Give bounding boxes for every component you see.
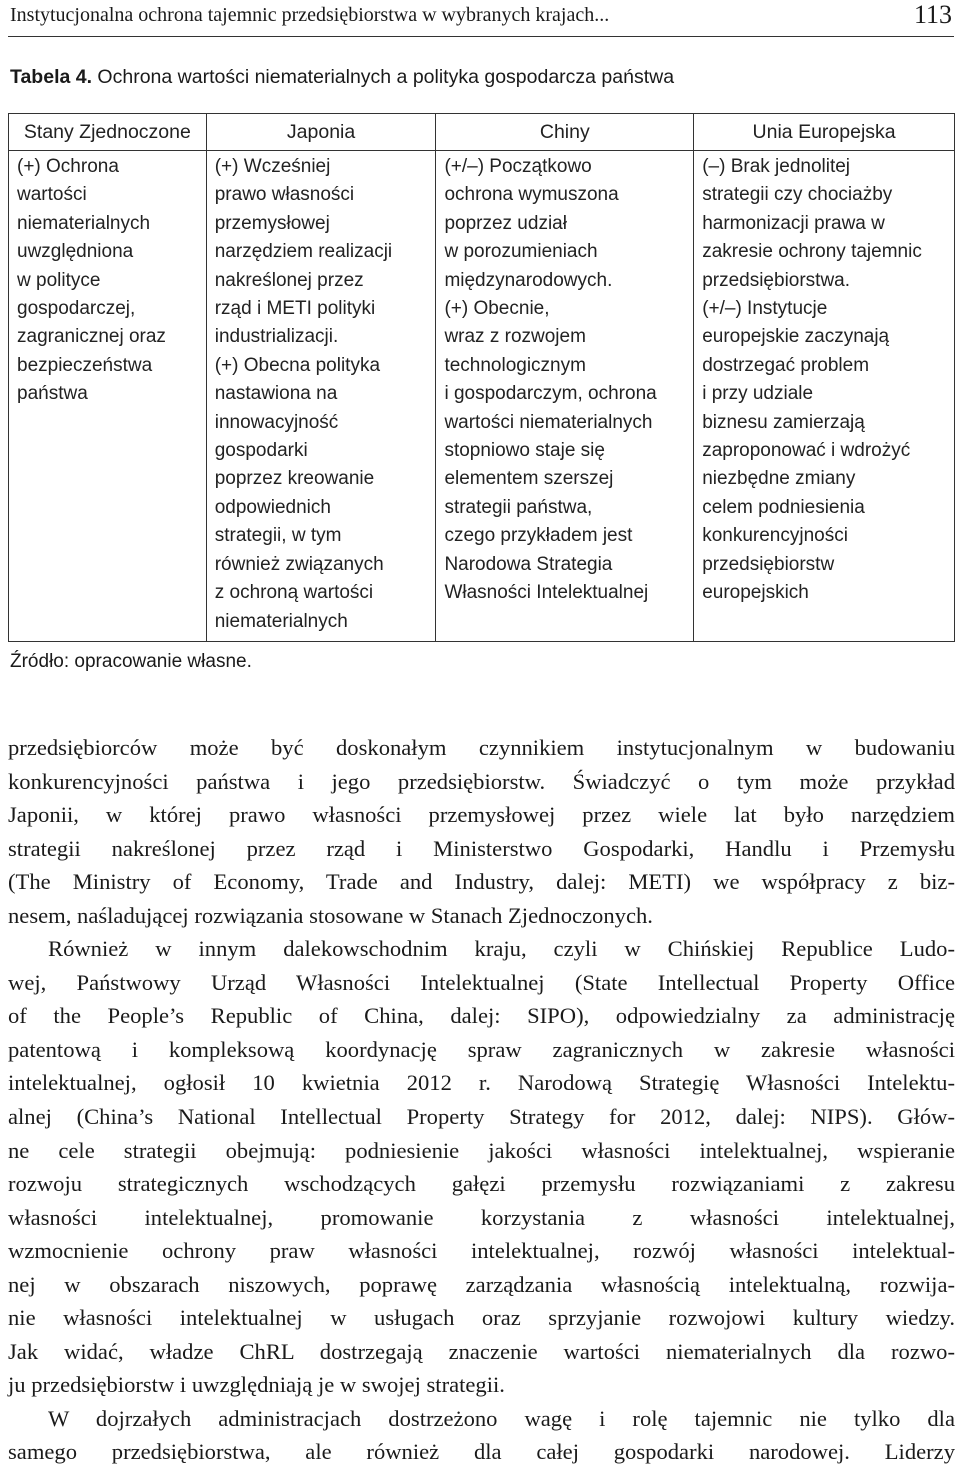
cell-text-line: uwzględniona [17, 241, 134, 263]
body-line: samego przedsiębiorstwa, ale również dla całej gospodarki narodowej. Liderzy [8, 1439, 955, 1465]
table-caption-label: Tabela 4. [10, 66, 93, 88]
cell-text-line: (–) Brak jednolitej [702, 156, 851, 177]
cell-text-line: zagranicznej oraz [17, 326, 166, 348]
cell-text-line: rząd i METI polityki [214, 298, 376, 320]
body-line: wej, Państwowy Urząd Własności Intelektualnej (State Intellectual Property Office [8, 969, 955, 995]
column-header-usa: Stany Zjednoczone [9, 114, 207, 151]
body-line: wzmocnienie ochrony praw własności intelektualnej, rozwój własności intelektual- [8, 1238, 955, 1264]
body-line: ju przedsiębiorstw i uwzględniają je w swojej strategii. [8, 1372, 505, 1398]
cell-text-line: międzynarodowych. [444, 269, 613, 291]
cell-text-line: narzędziem realizacji [214, 241, 393, 263]
cell-text-line: harmonizacji prawa w [702, 212, 885, 234]
cell-text-line: (+) Obecnie, [444, 298, 550, 320]
cell-text-line: biznesu zamierzają [702, 411, 865, 433]
body-line: ne cele strategii obejmują: podniesienie jakości własności intelektualnej, wspieranie [8, 1137, 955, 1163]
cell-text-line: nastawiona na [214, 383, 338, 405]
cell-japan [206, 151, 436, 642]
cell-text-line: zakresie ochrony tajemnic [702, 241, 922, 263]
cell-text-line: przemysłowej [214, 212, 330, 234]
cell-text-line: przedsiębiorstw [702, 553, 835, 575]
cell-text-line: strategii, w tym [214, 525, 342, 547]
body-line: W dojrzałych administracjach dostrzeżono wagę i rolę tajemnic nie tylko dla [48, 1405, 955, 1431]
body-line: strategii nakreślonej przez rząd i Ministerstwo Gospodarki, Handlu i Przemysłu [8, 835, 955, 861]
body-line: of the People’s Republic of China, dalej: SIPO), odpowiedzialny za administrację [8, 1003, 955, 1029]
cell-text-line: konkurencyjności [702, 525, 848, 547]
body-line: Również w innym dalekowschodnim kraju, czyli w Chińskiej Republice Ludo- [48, 936, 955, 962]
cell-text-line: Narodowa Strategia [444, 553, 613, 575]
cell-text-line: w porozumieniach [444, 241, 598, 263]
body-line: przedsiębiorców może być doskonałym czynnikiem instytucjonalnym w budowaniu [8, 735, 955, 760]
cell-text-line: przedsiębiorstwa. [702, 269, 851, 291]
table-caption [10, 66, 950, 89]
cell-text-line: wartości [17, 184, 87, 206]
cell-text-line: poprzez udział [444, 212, 567, 234]
cell-text-line: gospodarki [214, 440, 308, 462]
body-line: Jak widać, władze ChRL dostrzegają znaczenie wartości niematerialnych dla rozwo- [8, 1338, 955, 1364]
cell-text-line: (+) Ochrona [17, 156, 119, 177]
table-source-note: Źródło: opracowanie własne. [10, 651, 252, 672]
cell-text-line: stopniowo staje się [444, 440, 605, 462]
comparison-table [8, 113, 955, 642]
cell-text-line: z ochroną wartości [214, 582, 374, 604]
cell-text-line: bezpieczeństwa [17, 354, 153, 376]
cell-text-line: gospodarczej, [17, 298, 136, 320]
cell-text-line: niematerialnych [214, 610, 348, 632]
cell-text-line: strategii czy chociażby [702, 184, 893, 206]
body-line: konkurencyjności państwa i jego przedsiębiorstw. Świadczyć o tym może przykład [8, 768, 955, 794]
table-row [9, 151, 955, 642]
cell-text-line: niematerialnych [17, 212, 151, 234]
cell-text-line: również związanych [214, 553, 384, 575]
cell-text-line: wartości niematerialnych [444, 411, 653, 433]
cell-text-line: technologicznym [444, 354, 586, 376]
cell-text-line: industrializacji. [214, 326, 339, 348]
body-line: patentową i kompleksową koordynację spraw zagranicznych w zakresie własności [8, 1036, 955, 1062]
cell-text-line: dostrzegać problem [702, 354, 870, 376]
cell-text-line: elementem szerszej [444, 468, 614, 490]
body-line: alnej (China’s National Intellectual Property Strategy for 2012, dalej: NIPS). Głów- [8, 1104, 955, 1130]
cell-text-line: wraz z rozwojem [444, 326, 586, 348]
cell-china [436, 151, 694, 642]
cell-text-line: odpowiednich [214, 496, 331, 518]
cell-text-line: i gospodarczym, ochrona [444, 383, 657, 405]
running-title: Instytucjonalna ochrona tajemnic przedsiębiorstwa w wybranych krajach... [10, 4, 610, 26]
body-line: nej w obszarach niszowych, poprawę zarządzania własnością intelektualną, rozwija- [8, 1271, 955, 1297]
cell-text-line: nakreślonej przez [214, 269, 364, 291]
cell-text-line: europejskie zaczynają [702, 326, 890, 348]
body-line: rozwoju strategicznych wschodzących gałęzi przemysłu rozwiązaniami z zakresu [8, 1171, 955, 1197]
cell-eu [694, 151, 955, 642]
cell-usa [9, 151, 207, 642]
cell-text-line: (+/–) Instytucje [702, 298, 828, 320]
cell-text-line: i przy udziale [702, 383, 814, 405]
cell-text-line: w polityce [17, 269, 101, 291]
cell-text-line: czego przykładem jest [444, 525, 633, 547]
cell-text-line: Własności Intelektualnej [444, 582, 649, 604]
cell-text-line: prawo własności [214, 184, 355, 206]
cell-text-line: (+/–) Początkowo [444, 156, 592, 177]
table-header-row [9, 114, 955, 151]
body-line: własności intelektualnej, promowanie korzystania z własności intelektualnej, [8, 1204, 955, 1230]
cell-text-line: (+) Obecna polityka [214, 354, 381, 376]
body-line: nesem, naśladującej rozwiązania stosowane w Stanach Zjednoczonych. [8, 902, 653, 928]
cell-text-line: europejskich [702, 582, 809, 604]
column-header-eu: Unia Europejska [694, 114, 955, 151]
body-line: nie własności intelektualnej w usługach oraz sprzyjanie rozwojowi kultury wiedzy. [8, 1305, 955, 1331]
cell-text-line: niezbędne zmiany [702, 468, 856, 490]
cell-text-line: innowacyjność [214, 411, 339, 433]
column-header-japan: Japonia [206, 114, 436, 151]
cell-text-line: strategii państwa, [444, 496, 593, 518]
cell-text-line: poprzez kreowanie [214, 468, 375, 490]
page-number: 113 [913, 0, 952, 29]
body-line: (The Ministry of Economy, Trade and Industry, dalej: METI) we współpracy z biz- [8, 869, 955, 895]
column-header-china: Chiny [436, 114, 694, 151]
cell-text-line: ochrona wymuszona [444, 184, 619, 206]
cell-text-line: (+) Wcześniej [214, 156, 331, 177]
body-line: intelektualnej, ogłosił 10 kwietnia 2012 r. Narodową Strategię Własności Intelektu- [8, 1070, 955, 1096]
body-line: Japonii, w której prawo własności przemysłowej przez wiele lat było narzędziem [8, 802, 955, 828]
running-header [8, 0, 954, 37]
cell-text-line: zaproponować i wdrożyć [702, 440, 911, 462]
table-caption-text: Ochrona wartości niematerialnych a polityka gospodarcza państwa [92, 66, 675, 88]
cell-text-line: celem podniesienia [702, 496, 865, 518]
cell-text-line: państwa [17, 383, 88, 405]
body-text [8, 731, 955, 1469]
